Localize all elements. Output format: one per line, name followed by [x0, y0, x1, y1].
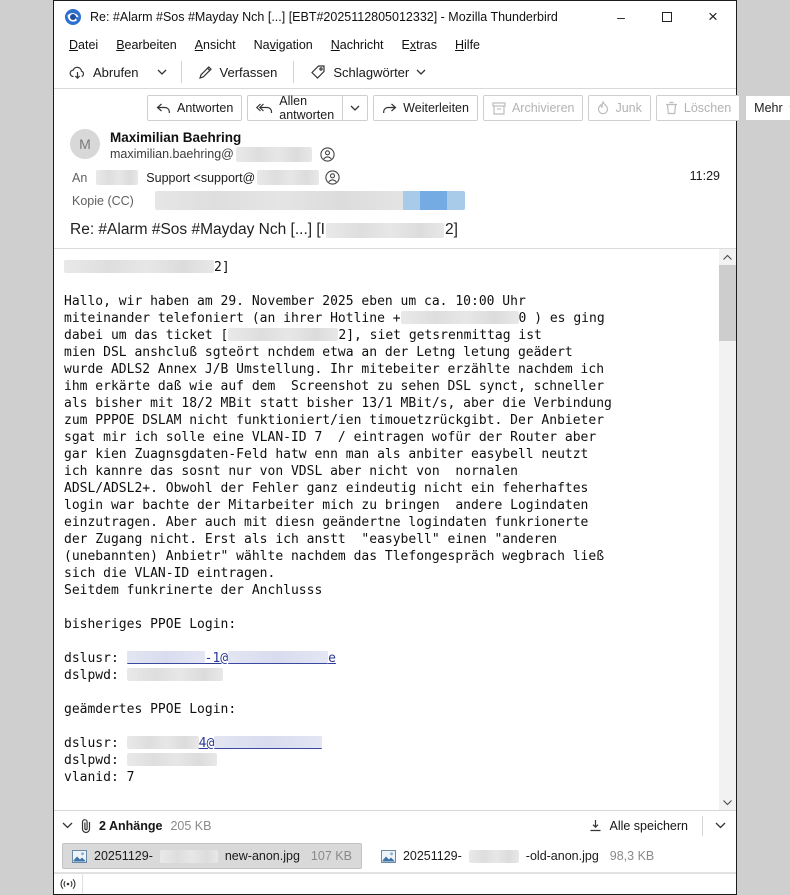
body-line: einzutragen. Aber auch mit diesn geändertne logindaten funkrionerte: [64, 515, 589, 530]
redacted-filename: [160, 850, 218, 863]
body-line: mien DSL anshcluß sgteört nchdem etwa an der Letng letung geädert: [64, 345, 573, 360]
reply-all-group: [247, 95, 368, 121]
attachments-list: [54, 840, 736, 873]
save-options-dropdown-icon[interactable]: [715, 822, 726, 829]
scrollbar-thumb[interactable]: [719, 265, 736, 341]
body-line: Seitdem funkrinerte der Anchlusss: [64, 583, 323, 598]
redacted-domain: [257, 170, 319, 185]
paperclip-icon: [81, 818, 91, 834]
redacted-link[interactable]: [214, 736, 322, 749]
redacted-text: [401, 311, 519, 324]
toolbar-separator: [181, 61, 182, 83]
body-line: ADSL/ADSL2+. Obwohl der Fehler ganz eindeutig nicht ein feherhaftes: [64, 481, 589, 496]
body-line: als bisher mit 18/2 MBit statt bisher 13/1 MBit/s, aber die Verbindung: [64, 396, 612, 411]
contact-icon[interactable]: [320, 147, 335, 162]
close-icon[interactable]: ×: [708, 7, 718, 26]
download-icon: [589, 819, 602, 832]
to-row: [60, 165, 730, 187]
attachment-size: 107 KB: [310, 849, 352, 863]
body-line: dslusr: -1@ e: [64, 651, 336, 666]
redacted-filename: [469, 850, 519, 863]
body-line: 2]: [64, 259, 715, 276]
message-header: [54, 89, 783, 248]
junk-button[interactable]: Junk: [588, 95, 650, 121]
vertical-scrollbar[interactable]: [719, 249, 736, 810]
archive-button[interactable]: Archivieren: [483, 95, 584, 121]
reply-icon: [156, 103, 171, 114]
body-line: dslpwd:: [64, 667, 715, 684]
email-link[interactable]: -1@: [204, 651, 229, 666]
flame-icon: [597, 101, 609, 115]
chevron-down-icon: [157, 69, 167, 75]
scroll-up-icon[interactable]: [719, 249, 736, 265]
reply-all-dropdown[interactable]: [343, 96, 367, 120]
minimize-icon[interactable]: –: [617, 9, 625, 25]
status-bar: [54, 873, 736, 894]
contact-icon[interactable]: [325, 170, 340, 185]
body-line: [64, 599, 715, 616]
thunderbird-window: [53, 0, 783, 895]
body-line: miteinander telefoniert (an ihrer Hotline + 0 ) es ging: [64, 311, 605, 326]
collapse-attachments-icon[interactable]: [62, 822, 73, 829]
menu-nachricht[interactable]: Nachricht: [330, 37, 384, 52]
body-line: wurde ADLS2 Annex J/B Umstellung. Ihr mitebeiter erzählte nachdem ich: [64, 362, 605, 377]
tags-button[interactable]: Schlagwörter: [301, 60, 435, 85]
menu-hilfe[interactable]: Hilfe: [454, 37, 480, 52]
tag-icon: [310, 65, 326, 80]
attachments-header: [54, 810, 736, 840]
image-file-icon: [381, 850, 396, 863]
body-line: der Zugang nicht. Erst als ich anstt "easybell" einen "anderen: [64, 532, 558, 547]
body-line: sich die VLAN-ID eintragen.: [64, 566, 276, 581]
archive-icon: [492, 102, 506, 115]
cloud-download-icon: [69, 65, 86, 80]
menu-bar: [54, 33, 736, 56]
status-indicator[interactable]: [54, 873, 83, 894]
broadcast-icon: [60, 878, 76, 890]
message-body: [54, 249, 719, 810]
sender-row: [60, 121, 730, 165]
redacted-text: [127, 753, 217, 766]
avatar: M: [70, 129, 100, 159]
reply-button[interactable]: Antworten: [147, 95, 242, 121]
menu-extras[interactable]: Extras: [401, 37, 437, 52]
delete-button[interactable]: Löschen: [656, 95, 740, 121]
menu-datei[interactable]: Datei: [69, 37, 99, 52]
body-line: [64, 718, 715, 735]
body-line: Hallo, wir haben am 29. November 2025 eben um ca. 10:00 Uhr: [64, 294, 526, 309]
body-line: geämdertes PPOE Login:: [64, 702, 237, 717]
menu-ansicht[interactable]: Ansicht: [194, 37, 236, 52]
redacted-link[interactable]: [127, 651, 205, 664]
trash-icon: [665, 101, 678, 115]
redacted-text: [127, 736, 199, 749]
message-action-toolbar: [60, 94, 783, 122]
attachments-total-size: 205 KB: [170, 818, 212, 833]
body-line: dabei um das ticket [ 2], siet getsrenmittag ist: [64, 328, 542, 343]
compose-button[interactable]: Verfassen: [189, 60, 287, 85]
reply-all-icon: [256, 103, 273, 114]
message-body-pane: [54, 248, 736, 810]
body-line: vlanid: 7: [64, 770, 135, 785]
redacted-link[interactable]: [228, 651, 328, 664]
cc-row: [60, 187, 730, 214]
body-line: (unebannten) Anbietr" wählte nachdem das Tlefongespräch wegbrach ließ: [64, 549, 605, 564]
to-label: An: [72, 170, 88, 185]
email-link[interactable]: e: [328, 651, 336, 666]
email-link[interactable]: 4@: [198, 736, 215, 751]
toolbar-separator: [293, 61, 294, 83]
maximize-icon[interactable]: [644, 1, 690, 33]
body-line: ich kannre das sosnt nur von VDSL aber nicht von nornalen: [64, 464, 518, 479]
redacted-text: [228, 328, 338, 341]
menu-bearbeiten[interactable]: Bearbeiten: [116, 37, 177, 52]
body-line: [64, 276, 715, 293]
body-line: ihm erkärte daß wie auf dem Screenshot zu sehen DSL synct, schneller: [64, 379, 605, 394]
window-title: Re: #Alarm #Sos #Mayday Nch [...] [EBT#2025112805012332] - Mozilla Thunderbird: [90, 10, 558, 24]
scroll-down-icon[interactable]: [719, 794, 736, 810]
forward-icon: [382, 103, 397, 114]
subject-line: Re: #Alarm #Sos #Mayday Nch [...] [I 2]: [70, 221, 458, 238]
redacted-email-domain: [236, 147, 312, 162]
get-messages-button[interactable]: Abrufen: [60, 60, 148, 85]
body-line: login war bachte der Mitarbeiter mich zu bringen andere Logindaten: [64, 498, 589, 513]
attachment-item[interactable]: 20251129- new-anon.jpg 107 KB: [62, 843, 362, 869]
body-line: bisheriges PPOE Login:: [64, 617, 237, 632]
main-toolbar: [54, 56, 736, 89]
pencil-icon: [198, 65, 213, 80]
attachment-count[interactable]: 2 Anhänge: [99, 818, 163, 833]
cc-label: Kopie (CC): [72, 193, 134, 208]
redacted-recipient: [96, 170, 138, 185]
title-bar: [54, 1, 736, 33]
redacted-cc-recipients: [155, 191, 465, 210]
body-line: sgat mir ich solle eine VLAN-ID 7 / eintragen wofür der Router aber: [64, 430, 597, 445]
menu-navigation[interactable]: Navigation: [253, 37, 313, 52]
message-time: 11:29: [689, 169, 720, 183]
sender-name[interactable]: Maximilian Baehring: [110, 130, 242, 145]
body-line: zum PPPOE DSLAM nicht funktioniert/ien timouetzrückgibt. Der Anbieter: [64, 413, 605, 428]
save-all-button[interactable]: Alle speichern: [583, 816, 694, 836]
redacted-subject-id: [326, 223, 444, 238]
to-address[interactable]: Support <support@: [146, 170, 256, 185]
chevron-down-icon: [416, 69, 426, 75]
get-messages-dropdown[interactable]: [150, 64, 174, 80]
reply-all-button[interactable]: Allen antworten: [248, 96, 342, 120]
attachment-size: 98,3 KB: [609, 849, 655, 863]
body-line: dslusr: 4@: [64, 735, 715, 752]
redacted-text: [127, 668, 223, 681]
sender-email[interactable]: maximilian.baehring@: [110, 146, 335, 163]
more-button[interactable]: Mehr: [745, 95, 790, 121]
forward-button[interactable]: Weiterleiten: [373, 95, 478, 121]
chevron-down-icon: [350, 105, 360, 111]
redacted-text: [64, 260, 214, 273]
image-file-icon: [72, 850, 87, 863]
body-line: dslpwd:: [64, 752, 715, 769]
thunderbird-logo-icon: [64, 8, 82, 26]
attachment-item[interactable]: 20251129- -old-anon.jpg 98,3 KB: [372, 844, 663, 868]
body-line: gar kien Zuagnsgdaten-Feld hatw enn man als anbiter easybell neutzt: [64, 447, 589, 462]
body-line: [64, 633, 715, 650]
body-line: [64, 684, 715, 701]
